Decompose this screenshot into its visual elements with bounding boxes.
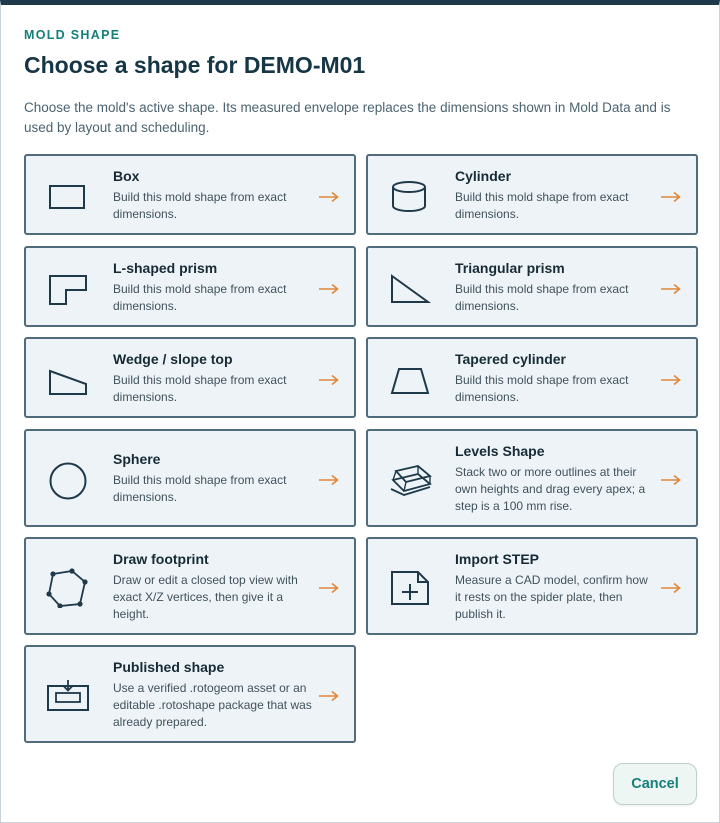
shape-name: Levels Shape: [455, 443, 545, 459]
cylinder-icon: [388, 177, 432, 217]
dialog-eyebrow: MOLD SHAPE: [24, 28, 121, 42]
shape-name: L-shaped prism: [113, 260, 218, 276]
shape-name: Published shape: [113, 659, 225, 675]
sphere-icon: [46, 461, 90, 501]
arrow-right-icon: [660, 582, 682, 594]
shape-card-draw-footprint[interactable]: [24, 537, 356, 635]
shape-name: Cylinder: [455, 168, 512, 184]
shape-name: Import STEP: [455, 551, 540, 567]
shape-description: Measure a CAD model, confirm how it rests on the spider plate, then publish it.: [455, 573, 648, 621]
shape-description: Use a verified .rotogeom asset or an editable .rotoshape package that was already prepared.: [113, 681, 312, 729]
shape-description: Build this mold shape from exact dimensions.: [455, 190, 629, 221]
shape-card-box[interactable]: [24, 154, 356, 235]
arrow-right-icon: [318, 582, 340, 594]
shape-card-levels-shape[interactable]: [366, 429, 698, 527]
shape-name: Tapered cylinder: [455, 351, 567, 367]
box-icon: [46, 177, 90, 217]
polygon-icon: [46, 568, 90, 608]
arrow-right-icon: [660, 474, 682, 486]
shape-description: Build this mold shape from exact dimensions.: [455, 373, 629, 404]
shape-name: Triangular prism: [455, 260, 565, 276]
shape-name: Sphere: [113, 451, 161, 467]
arrow-right-icon: [318, 283, 340, 295]
arrow-right-icon: [318, 191, 340, 203]
import-file-icon: [388, 568, 432, 608]
shape-card-triangular-prism[interactable]: [366, 246, 698, 327]
arrow-right-icon: [660, 283, 682, 295]
shape-name: Wedge / slope top: [113, 351, 233, 367]
dialog-title: Choose a shape for DEMO-M01: [24, 52, 366, 78]
shape-description: Build this mold shape from exact dimensions.: [455, 282, 629, 313]
triangle-icon: [388, 269, 432, 309]
published-tray-icon: [46, 676, 90, 716]
wedge-icon: [46, 360, 90, 400]
shape-card-tapered-cylinder[interactable]: [366, 337, 698, 418]
shape-card-sphere[interactable]: [24, 429, 356, 527]
l-shape-icon: [46, 269, 90, 309]
shape-description: Build this mold shape from exact dimensions.: [113, 473, 287, 504]
shape-name: Box: [113, 168, 140, 184]
shape-description: Draw or edit a closed top view with exact X/Z vertices, then give it a height.: [113, 573, 298, 621]
levels-icon: [388, 459, 432, 499]
shape-card-published-shape[interactable]: [24, 645, 356, 743]
arrow-right-icon: [660, 191, 682, 203]
cancel-button[interactable]: Cancel: [613, 763, 697, 805]
arrow-right-icon: [318, 474, 340, 486]
arrow-right-icon: [318, 374, 340, 386]
trapezoid-icon: [388, 360, 432, 400]
shape-description: Build this mold shape from exact dimensions.: [113, 282, 287, 313]
shape-card-l-shaped-prism[interactable]: [24, 246, 356, 327]
shape-description: Stack two or more outlines at their own heights and drag every apex; a step is a 100 mm rise.: [455, 465, 646, 513]
shape-card-wedge[interactable]: [24, 337, 356, 418]
shape-card-import-step[interactable]: [366, 537, 698, 635]
dialog-description: Choose the mold's active shape. Its measured envelope replaces the dimensions shown in Mold Data and is used by layout and scheduling.: [24, 100, 671, 135]
shape-name: Draw footprint: [113, 551, 209, 567]
shape-description: Build this mold shape from exact dimensions.: [113, 373, 287, 404]
arrow-right-icon: [318, 690, 340, 702]
arrow-right-icon: [660, 374, 682, 386]
shape-description: Build this mold shape from exact dimensions.: [113, 190, 287, 221]
shape-card-cylinder[interactable]: [366, 154, 698, 235]
